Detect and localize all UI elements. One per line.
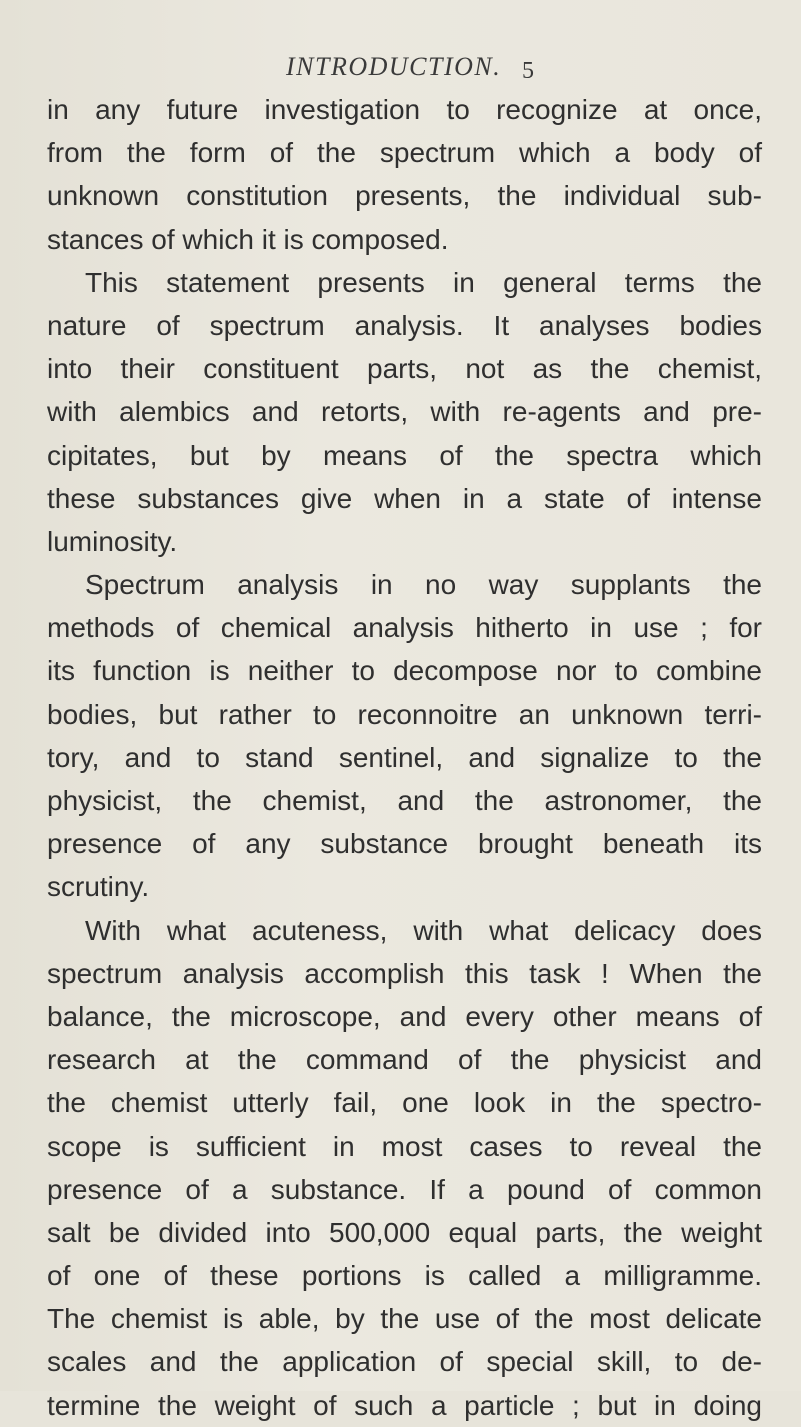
text-line: nature of spectrum analysis. It analyses bodies [47, 309, 762, 341]
text-line: presence of a substance. If a pound of common [47, 1173, 762, 1205]
text-line: presence of any substance brought beneath its [47, 828, 762, 860]
page-number: 5 [522, 58, 534, 84]
text-line: the chemist utterly fail, one look in the spectro- [47, 1087, 762, 1119]
text-line: from the form of the spectrum which a body of [47, 137, 762, 169]
text-line: methods of chemical analysis hitherto in use ; for [47, 612, 762, 644]
text-line: into their constituent parts, not as the chemist, [47, 353, 762, 385]
text-line: balance, the microscope, and every other means of [47, 1000, 762, 1032]
text-line: bodies, but rather to reconnoitre an unknown terri- [47, 698, 762, 730]
text-line: scrutiny. [47, 871, 150, 903]
text-line: tory, and to stand sentinel, and signalize to the [47, 741, 762, 773]
text-line: with alembics and retorts, with re-agents and pre- [47, 396, 762, 428]
text-line: these substances give when in a state of intense [47, 482, 762, 514]
text-line: research at the command of the physicist and [47, 1044, 762, 1076]
text-line: termine the weight of such a particle ; but in doing [47, 1389, 762, 1421]
text-line: physicist, the chemist, and the astronomer, the [47, 785, 762, 816]
body-text [47, 88, 762, 1427]
text-line: cipitates, but by means of the spectra which [47, 439, 762, 471]
text-line: stances of which it is composed. [47, 223, 449, 255]
text-line: scales and the application of special skill, to de- [47, 1346, 762, 1378]
text-line: spectrum analysis accomplish this task ! When the [47, 957, 762, 989]
text-line: This statement presents in general terms the [85, 266, 762, 298]
running-title: INTRODUCTION. [286, 52, 502, 81]
text-line: in any future investigation to recognize at once, [47, 94, 762, 125]
text-line: The chemist is able, by the use of the most delicate [47, 1303, 762, 1335]
text-line: of one of these portions is called a milligramme. [47, 1260, 762, 1292]
text-line: salt be divided into 500,000 equal parts, the weight [47, 1216, 762, 1248]
text-line: luminosity. [47, 525, 178, 557]
text-line: With what acuteness, with what delicacy does [85, 914, 762, 946]
text-line: its function is neither to decompose nor to combine [47, 655, 762, 687]
page-header [0, 48, 801, 88]
text-line: unknown constitution presents, the individual sub- [47, 180, 762, 212]
text-line: Spectrum analysis in no way supplants the [85, 569, 762, 601]
text-line: scope is sufficient in most cases to reveal the [47, 1130, 762, 1162]
